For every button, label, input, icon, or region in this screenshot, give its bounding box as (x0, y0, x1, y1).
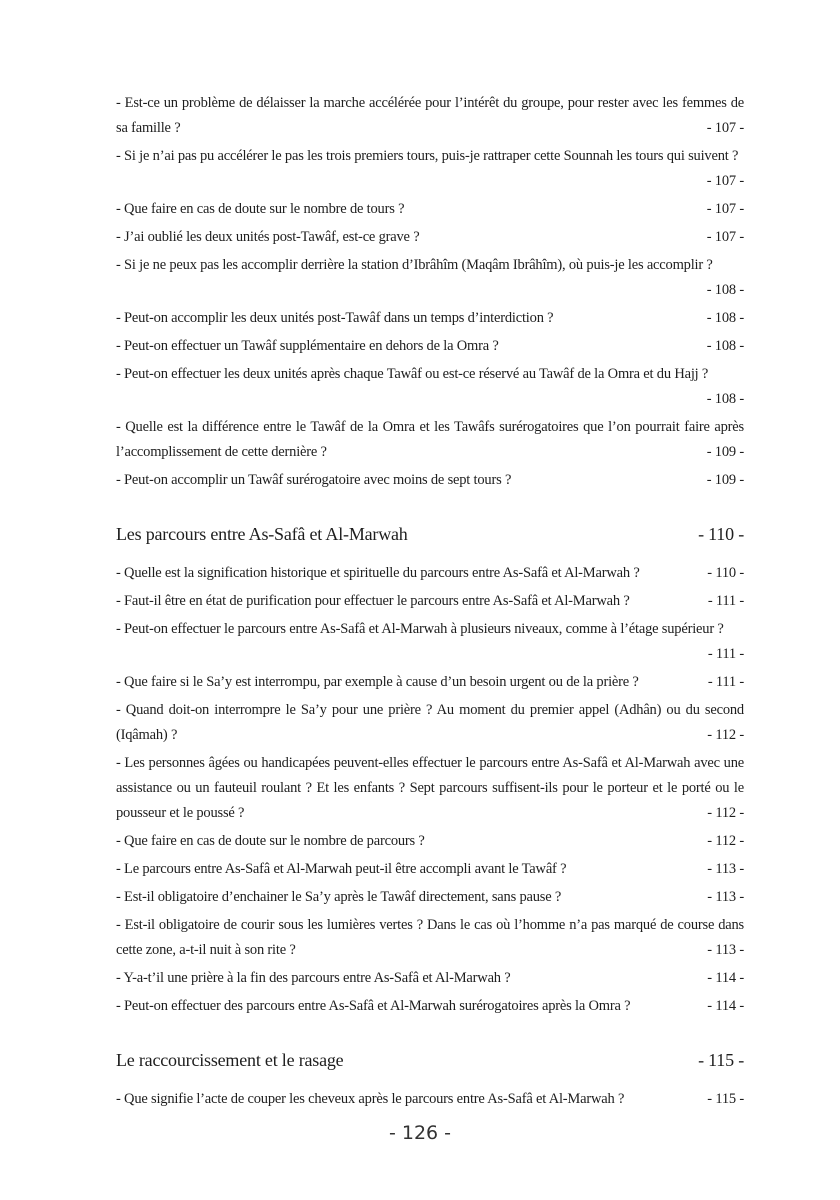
toc-entry-text: - Peut-on accomplir un Tawâf surérogatoire avec moins de sept tours ? (116, 472, 512, 488)
toc-entry (116, 913, 744, 963)
toc-entry-text: - Que signifie l’acte de couper les cheveux après le parcours entre As-Safâ et Al-Marwah ? (116, 1091, 625, 1107)
toc-entry-page-number: - 108 - (706, 282, 744, 298)
toc-entry (116, 225, 744, 250)
toc-section (116, 1048, 744, 1112)
toc-entry (116, 91, 744, 141)
toc-entry-page-number: - 112 - (707, 727, 744, 743)
page-number-footer: - 126 - (388, 1122, 452, 1144)
toc-entry (116, 994, 744, 1019)
toc-entry-page-number: - 109 - (706, 472, 744, 488)
toc-entry-text: - Les personnes âgées ou handicapées peuvent-elles effectuer le parcours entre As-Safâ et Al-Marwah avec une assistance ou un fauteuil roulant ? Et les enfants ? Sept parcours suffisent-ils pour le porteur et le porté ou le pousseur et le poussé ? (116, 755, 744, 821)
toc-entry-text: - Peut-on effectuer les deux unités après chaque Tawâf ou est-ce réservé au Tawâf de la Omra et du Hajj ? (116, 366, 709, 382)
toc-entry-text: - Est-il obligatoire de courir sous les lumières vertes ? Dans le cas où l’homme n’a pas marqué de course dans cette zone, a-t-il nuit à son rite ? (116, 917, 744, 958)
toc-entry-page-number: - 107 - (706, 120, 744, 136)
toc-entry-page-number: - 115 - (707, 1091, 744, 1107)
toc-entry (116, 966, 744, 991)
toc-entry (116, 561, 744, 586)
toc-entry-text: - Quand doit-on interrompre le Sa’y pour une prière ? Au moment du premier appel (Adhân) ou du second (Iqâmah) ? (116, 702, 744, 743)
toc-entry-text: - Faut-il être en état de purification pour effectuer le parcours entre As-Safâ et Al-Marwah ? (116, 593, 630, 609)
toc-entry-page-number: - 112 - (707, 833, 744, 849)
toc-entry (116, 670, 744, 695)
toc-entry (116, 589, 744, 614)
toc-heading-label: Le raccourcissement et le rasage (116, 1050, 344, 1070)
toc-entry (116, 857, 744, 882)
toc-entry-page-number: - 114 - (707, 970, 744, 986)
toc-entry (116, 698, 744, 748)
toc-section (116, 522, 744, 1019)
toc-entry-page-number: - 107 - (706, 201, 744, 217)
toc-entry-page-number: - 114 - (707, 998, 744, 1014)
toc-entry (116, 617, 744, 667)
toc-entry-page-number: - 113 - (707, 889, 744, 905)
toc-entry (116, 253, 744, 303)
toc-heading-page-number: - 110 - (698, 524, 744, 544)
toc-entry-text: - Que faire en cas de doute sur le nombre de parcours ? (116, 833, 425, 849)
toc-section (116, 91, 744, 493)
toc-entry-text: - Peut-on effectuer le parcours entre As-Safâ et Al-Marwah à plusieurs niveaux, comme à l’étage supérieur ? (116, 621, 724, 637)
toc-entry (116, 885, 744, 910)
toc-entry-text: - Peut-on effectuer des parcours entre As-Safâ et Al-Marwah surérogatoires après la Omra ? (116, 998, 631, 1014)
toc-section-heading (116, 1048, 744, 1072)
toc-entry-page-number: - 107 - (706, 173, 744, 189)
toc-entry-page-number: - 108 - (706, 338, 744, 354)
toc-entry-text: - Quelle est la différence entre le Tawâf de la Omra et les Tawâfs surérogatoires que l’on pourrait faire après l’accomplissement de cette dernière ? (116, 419, 744, 460)
toc-section-heading (116, 522, 744, 546)
toc-entry-text: - Que faire si le Sa’y est interrompu, par exemple à cause d’un besoin urgent ou de la prière ? (116, 674, 639, 690)
toc-entry-text: - Si je n’ai pas pu accélérer le pas les trois premiers tours, puis-je rattraper cette Sounnah les tours qui suivent ? (116, 148, 739, 164)
toc-heading-label: Les parcours entre As-Safâ et Al-Marwah (116, 524, 408, 544)
toc-entry-text: - Quelle est la signification historique et spirituelle du parcours entre As-Safâ et Al-Marwah ? (116, 565, 640, 581)
toc-entry-page-number: - 107 - (706, 229, 744, 245)
toc-entry-text: - J’ai oublié les deux unités post-Tawâf, est-ce grave ? (116, 229, 420, 245)
toc-entry-page-number: - 111 - (707, 593, 744, 609)
toc-entry-text: - Si je ne peux pas les accomplir derrière la station d’Ibrâhîm (Maqâm Ibrâhîm), où puis-je les accomplir ? (116, 257, 713, 273)
toc-entry (116, 468, 744, 493)
toc-entry-page-number: - 112 - (707, 805, 744, 821)
toc-entry (116, 415, 744, 465)
toc-entry (116, 751, 744, 826)
toc-entry-page-number: - 113 - (707, 942, 744, 958)
toc-entry-text: - Le parcours entre As-Safâ et Al-Marwah peut-il être accompli avant le Tawâf ? (116, 861, 567, 877)
toc-entry-page-number: - 108 - (706, 391, 744, 407)
toc-entry-page-number: - 113 - (707, 861, 744, 877)
toc-entry (116, 829, 744, 854)
toc-entry (116, 362, 744, 412)
table-of-contents (116, 91, 744, 1115)
toc-entry-text: - Peut-on effectuer un Tawâf supplémentaire en dehors de la Omra ? (116, 338, 499, 354)
toc-entry-page-number: - 108 - (706, 310, 744, 326)
toc-entry-text: - Que faire en cas de doute sur le nombre de tours ? (116, 201, 405, 217)
toc-entry-page-number: - 111 - (707, 646, 744, 662)
toc-entry-page-number: - 111 - (707, 674, 744, 690)
toc-entry-text: - Est-ce un problème de délaisser la marche accélérée pour l’intérêt du groupe, pour rester avec les femmes de sa famille ? (116, 95, 744, 136)
toc-heading-page-number: - 115 - (698, 1050, 744, 1070)
toc-entry (116, 306, 744, 331)
toc-entry-text: - Peut-on accomplir les deux unités post-Tawâf dans un temps d’interdiction ? (116, 310, 554, 326)
toc-entry-page-number: - 110 - (707, 565, 744, 581)
toc-entry (116, 334, 744, 359)
toc-entry (116, 197, 744, 222)
toc-entry (116, 144, 744, 194)
toc-entry-text: - Est-il obligatoire d’enchainer le Sa’y après le Tawâf directement, sans pause ? (116, 889, 562, 905)
toc-entry-page-number: - 109 - (706, 444, 744, 460)
toc-entry-text: - Y-a-t’il une prière à la fin des parcours entre As-Safâ et Al-Marwah ? (116, 970, 511, 986)
toc-entry (116, 1087, 744, 1112)
